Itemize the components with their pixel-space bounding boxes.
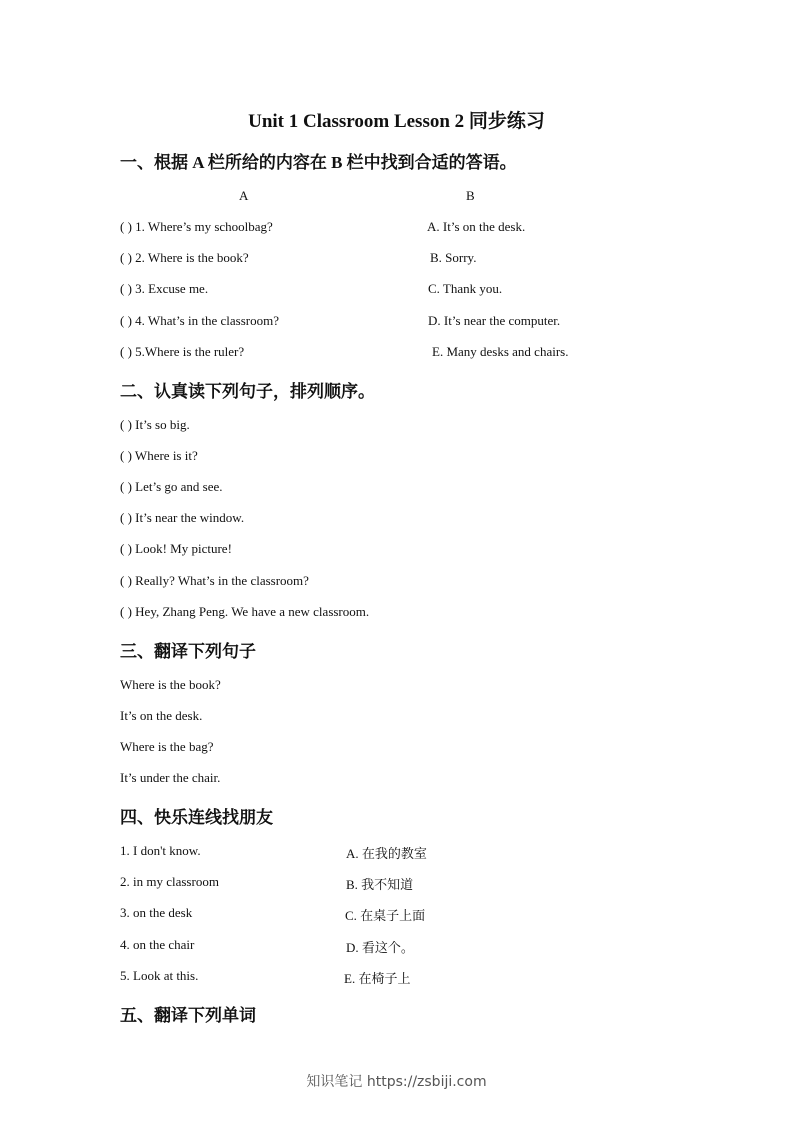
match-question-1: ( ) 1. Where’s my schoolbag? bbox=[120, 219, 273, 234]
translate-sentence-2: It’s on the desk. bbox=[120, 708, 203, 723]
match-answer-c: C. Thank you. bbox=[428, 281, 503, 296]
pair-right-c: C. 在桌子上面 bbox=[345, 908, 426, 923]
order-item-4: ( ) It’s near the window. bbox=[120, 510, 245, 525]
order-item-1: ( ) It’s so big. bbox=[120, 417, 190, 432]
order-item-3: ( ) Let’s go and see. bbox=[120, 479, 223, 494]
section5-heading: 五、翻译下列单词 bbox=[120, 1006, 256, 1025]
page-title: Unit 1 Classroom Lesson 2 同步练习 bbox=[248, 111, 545, 132]
column-b-header: B bbox=[466, 188, 475, 203]
translate-sentence-1: Where is the book? bbox=[120, 677, 221, 692]
order-item-2: ( ) Where is it? bbox=[120, 448, 198, 463]
translate-sentence-3: Where is the bag? bbox=[120, 739, 214, 754]
column-a-header: A bbox=[239, 188, 249, 203]
match-question-5: ( ) 5.Where is the ruler? bbox=[120, 344, 245, 359]
pair-left-5: 5. Look at this. bbox=[120, 968, 199, 983]
section2-heading: 二、认真读下列句子，排列顺序。 bbox=[120, 382, 375, 401]
section1-heading: 一、根据 A 栏所给的内容在 B 栏中找到合适的答语。 bbox=[120, 153, 517, 172]
pair-right-d: D. 看这个。 bbox=[346, 940, 414, 955]
match-answer-d: D. It’s near the computer. bbox=[428, 313, 561, 328]
order-item-6: ( ) Really? What’s in the classroom? bbox=[120, 573, 309, 588]
match-answer-a: A. It’s on the desk. bbox=[427, 219, 526, 234]
match-question-2: ( ) 2. Where is the book? bbox=[120, 250, 249, 265]
pair-left-4: 4. on the chair bbox=[120, 937, 195, 952]
match-answer-b: B. Sorry. bbox=[430, 250, 477, 265]
footer-watermark: 知识笔记 https://zsbiji.com bbox=[306, 1074, 487, 1090]
order-item-5: ( ) Look! My picture! bbox=[120, 541, 232, 556]
section4-heading: 四、快乐连线找朋友 bbox=[120, 808, 273, 827]
pair-left-2: 2. in my classroom bbox=[120, 874, 219, 889]
pair-right-e: E. 在椅子上 bbox=[344, 971, 411, 986]
pair-right-a: A. 在我的教室 bbox=[346, 846, 427, 861]
pair-left-1: 1. I don't know. bbox=[120, 843, 201, 858]
match-question-3: ( ) 3. Excuse me. bbox=[120, 281, 209, 296]
section3-heading: 三、翻译下列句子 bbox=[120, 642, 256, 661]
order-item-7: ( ) Hey, Zhang Peng. We have a new classroom. bbox=[120, 604, 370, 619]
translate-sentence-4: It’s under the chair. bbox=[120, 770, 221, 785]
pair-right-b: B. 我不知道 bbox=[346, 877, 414, 892]
pair-left-3: 3. on the desk bbox=[120, 905, 193, 920]
match-answer-e: E. Many desks and chairs. bbox=[432, 344, 569, 359]
match-question-4: ( ) 4. What’s in the classroom? bbox=[120, 313, 279, 328]
